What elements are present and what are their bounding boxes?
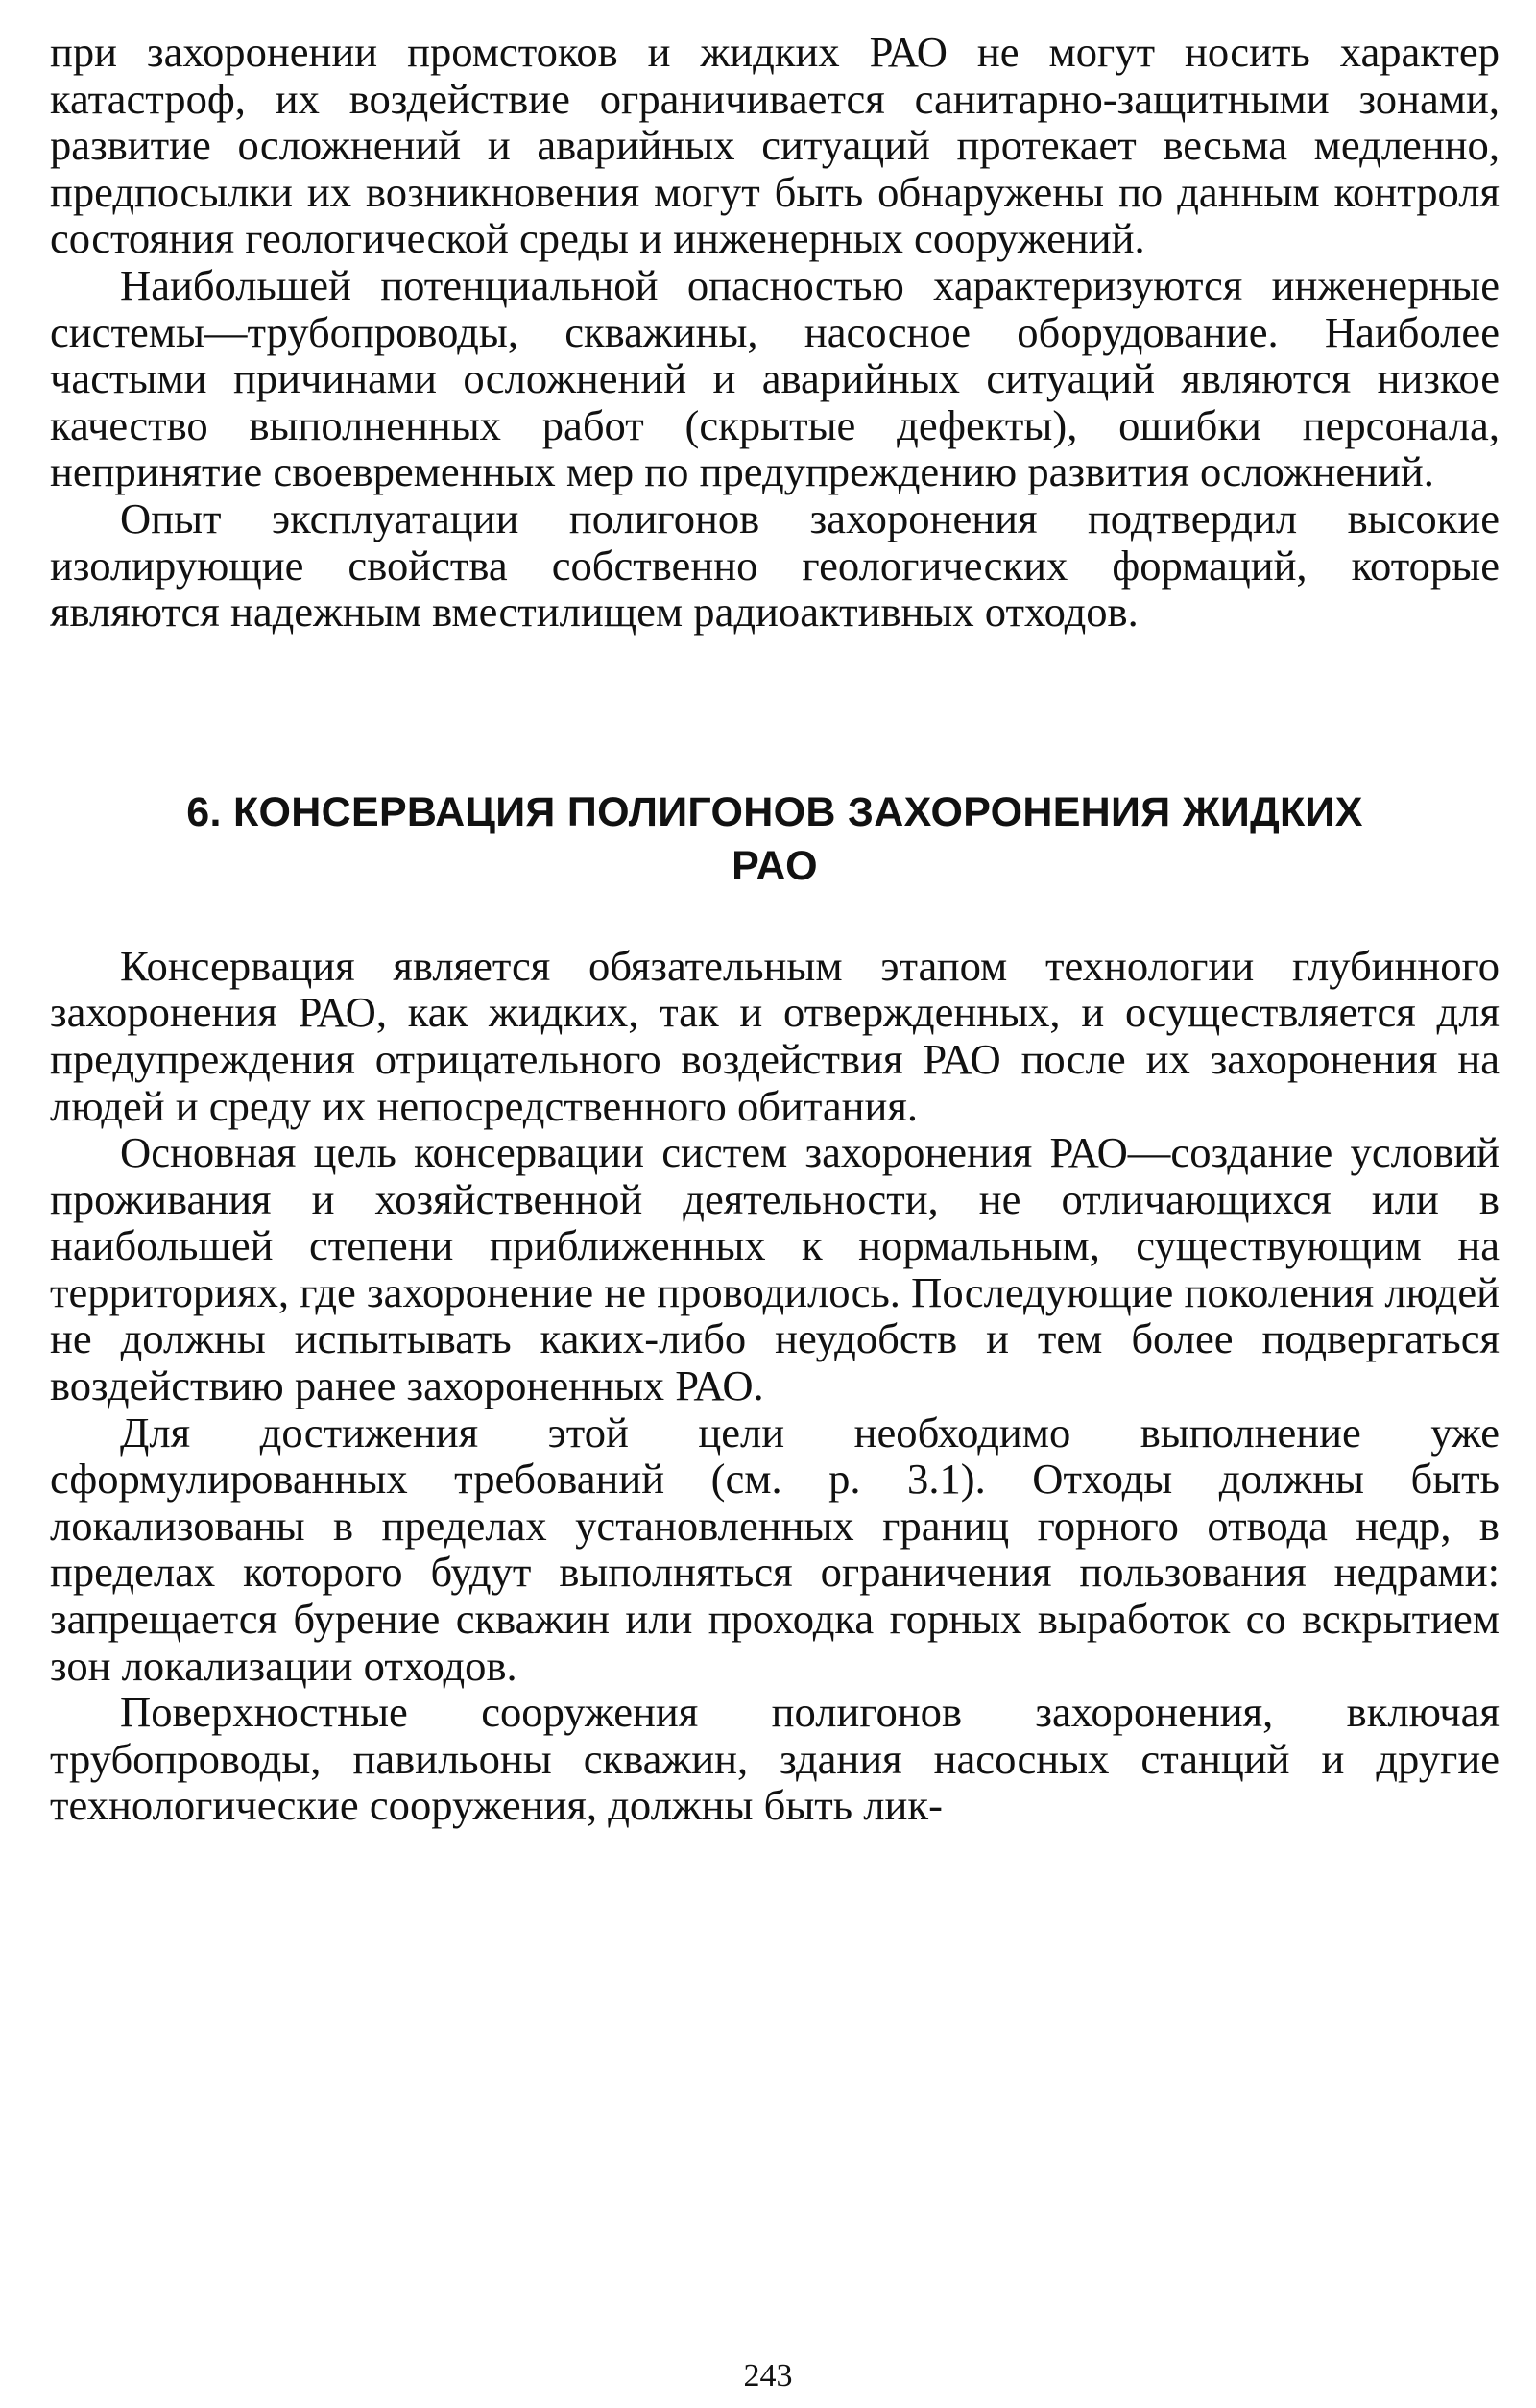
paragraph-requirements: Для достижения этой цели необходимо выполнение уже сформулированных требований (см. р. 3.1). Отходы должны быть локализованы в пределах установленных границ горного отвода недр, в пределах которого будут выполняться ограничения пользования недрами: запрещается бурение скважин или проходка горных выработок со вскрытием зон локализации отходов. [50,1408,1500,1690]
paragraph-surface-structures: Поверхностные сооружения полигонов захоронения, включая трубопроводы, павильоны скважин, здания насосных станций и другие технологические сооружения, должны быть лик- [50,1688,1500,1830]
section-6 [50,785,1500,1829]
book-page [50,29,1500,2391]
page-number: 243 [743,2358,793,2394]
paragraph-hazards: Наибольшей потенциальной опасностью характеризуются инженерные системы—трубопроводы, скважины, насосное оборудование. Наиболее частыми причинами осложнений и аварийных ситуаций являются низкое качество выполненных работ (скрытые дефекты), ошибки персонала, непринятие своевременных мер по предупреждению развития осложнений. [50,260,1500,496]
paragraph-experience: Опыт эксплуатации полигонов захоронения подтвердил высокие изолирующие свойства собственно геологических формаций, которые являются надежным вместилищем радиоактивных отходов. [50,494,1500,637]
paragraph-continuation: при захоронении промстоков и жидких РАО не могут носить характер катастроф, их воздействие ограничивается санитарно-защитными зонами, развитие осложнений и аварийных ситуаций протекает весьма медленно, предпосылки их возникновения могут быть обнаружены по данным контроля состояния геологической среды и инженерных сооружений. [50,28,1500,263]
section-title: 6. КОНСЕРВАЦИЯ ПОЛИГОНОВ ЗАХОРОНЕНИЯ ЖИДКИХ РАО [186,788,1363,889]
section-body [50,943,1500,1829]
paragraph-main-goal: Основная цель консервации систем захоронения РАО—создание условий проживания и хозяйственной деятельности, не отличающихся или в наибольшей степени приближенных к нормальным, существующим на территориях, где захоронение не проводилось. Последующие поколения людей не должны испытывать каких-либо неудобств и тем более подвергаться воздействию ранее захороненных РАО. [50,1128,1500,1410]
intro-text [50,29,1500,636]
paragraph-conservation: Консервация является обязательным этапом технологии глубинного захоронения РАО, как жидких, так и отвержденных, и осуществляется для предупреждения отрицательного воздействия РАО после их захоронения на людей и среду их непосредственного обитания. [50,941,1500,1130]
